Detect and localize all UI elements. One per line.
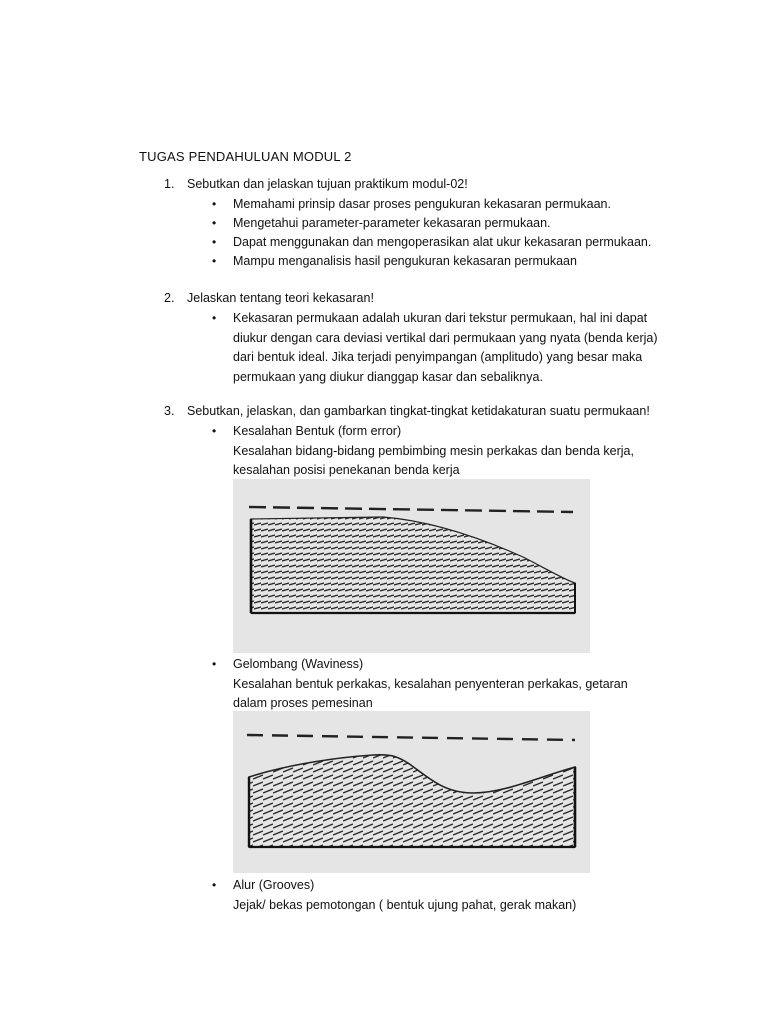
bullet-icon: • <box>212 657 217 671</box>
list-item-text: Memahami prinsip dasar proses pengukuran kekasaran permukaan. <box>233 197 611 211</box>
text-line: dari bentuk ideal. Jika terjadi penyimpangan (amplitudo) yang besar maka <box>233 350 643 364</box>
text-line: diukur dengan cara deviasi vertikal dari permukaan yang nyata (benda kerja) <box>233 330 658 345</box>
question-text: Sebutkan dan jelaskan tujuan praktikum modul-02! <box>187 177 468 191</box>
bullet-icon: • <box>212 424 217 438</box>
list-item-text: Mampu menganalisis hasil pengukuran kekasaran permukaan <box>233 254 577 268</box>
item-heading: Kesalahan Bentuk (form error) <box>233 424 402 438</box>
item-heading: Gelombang (Waviness) <box>233 657 364 671</box>
list-item-text <box>233 655 663 714</box>
question-number: 1. <box>164 177 175 191</box>
list-item-text <box>233 422 663 481</box>
bullet-icon: • <box>212 254 217 268</box>
item-heading: Alur (Grooves) <box>233 878 315 892</box>
text-line: Kesalahan bentuk perkakas, kesalahan penyenteran perkakas, getaran <box>233 676 628 691</box>
question-text: Jelaskan tentang teori kekasaran! <box>187 291 374 305</box>
text-line: kesalahan posisi penekanan benda kerja <box>233 463 460 477</box>
bullet-icon: • <box>212 197 217 211</box>
bullet-icon: • <box>212 216 217 230</box>
text-line: Kesalahan bidang-bidang pembimbing mesin perkakas dan benda kerja, <box>233 443 634 458</box>
question-text: Sebutkan, jelaskan, dan gambarkan tingkat-tingkat ketidakaturan suatu permukaan! <box>187 404 650 418</box>
list-item-text: Dapat menggunakan dan mengoperasikan alat ukur kekasaran permukaan. <box>233 235 652 249</box>
list-item-text: Mengetahui parameter-parameter kekasaran permukaan. <box>233 216 551 230</box>
text-line: Kekasaran permukaan adalah ukuran dari tekstur permukaan, hal ini dapat <box>233 311 648 325</box>
document-title: TUGAS PENDAHULUAN MODUL 2 <box>139 149 352 164</box>
text-line: dalam proses pemesinan <box>233 696 373 710</box>
form-error-figure <box>233 479 590 653</box>
question-number: 3. <box>164 404 175 418</box>
bullet-icon: • <box>212 311 217 325</box>
list-item-text <box>233 876 663 915</box>
text-line: permukaan yang diukur dianggap kasar dan sebaliknya. <box>233 369 543 384</box>
bullet-icon: • <box>212 878 217 892</box>
list-item-text <box>233 309 663 387</box>
text-line: Jejak/ bekas pemotongan ( bentuk ujung pahat, gerak makan) <box>233 897 577 912</box>
bullet-icon: • <box>212 235 217 249</box>
question-number: 2. <box>164 291 175 305</box>
waviness-figure <box>233 711 590 873</box>
